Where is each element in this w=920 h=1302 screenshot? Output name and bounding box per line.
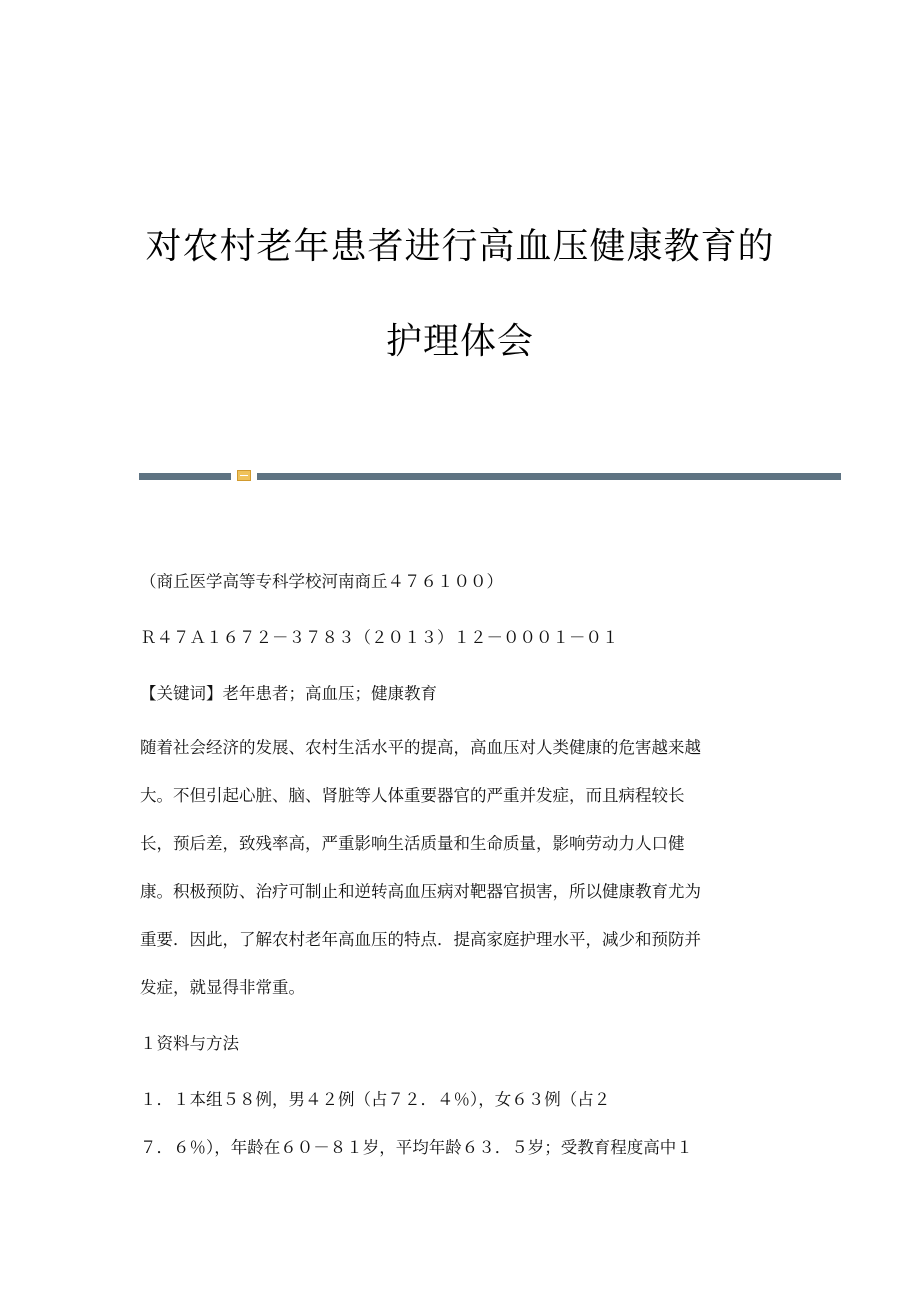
section-line-2: ７．６％），年龄在６０－８１岁，平均年龄６３．５岁；受教育程度高中１ [140,1138,693,1157]
intro-line-3: 长，预后差，致残率高，严重影响生活质量和生命质量，影响劳动力人口健 [140,834,685,853]
section-heading: １资料与方法 [140,1034,239,1053]
keywords: 【关键词】老年患者；高血压；健康教育 [140,684,437,703]
divider-ornament-icon [237,470,251,481]
intro-line-4: 康。积极预防、治疗可制止和逆转高血压病对靶器官损害，所以健康教育尤为 [140,882,701,901]
divider-bar-left [139,473,231,480]
title-divider [139,470,841,480]
affiliation: （商丘医学高等专科学校河南商丘４７６１００） [140,572,503,591]
section-line-1: １．１本组５８例，男４２例（占７２．４％），女６３例（占２ [140,1090,611,1109]
document-title-line-1: 对农村老年患者进行高血压健康教育的 [145,226,775,267]
intro-line-2: 大。不但引起心脏、脑、肾脏等人体重要器官的严重并发症，而且病程较长 [140,786,685,805]
classification-code: Ｒ４７Ａ１６７２－３７８３（２０１３）１２－０００１－０１ [140,628,619,647]
intro-line-1: 随着社会经济的发展、农村生活水平的提高，高血压对人类健康的危害越来越 [140,738,701,757]
intro-line-6: 发症，就显得非常重。 [140,978,305,997]
intro-line-5: 重要．因此，了解农村老年高血压的特点．提高家庭护理水平，减少和预防并 [140,930,701,949]
divider-bar-right [257,473,841,480]
document-title-line-2: 护理体会 [385,321,534,362]
